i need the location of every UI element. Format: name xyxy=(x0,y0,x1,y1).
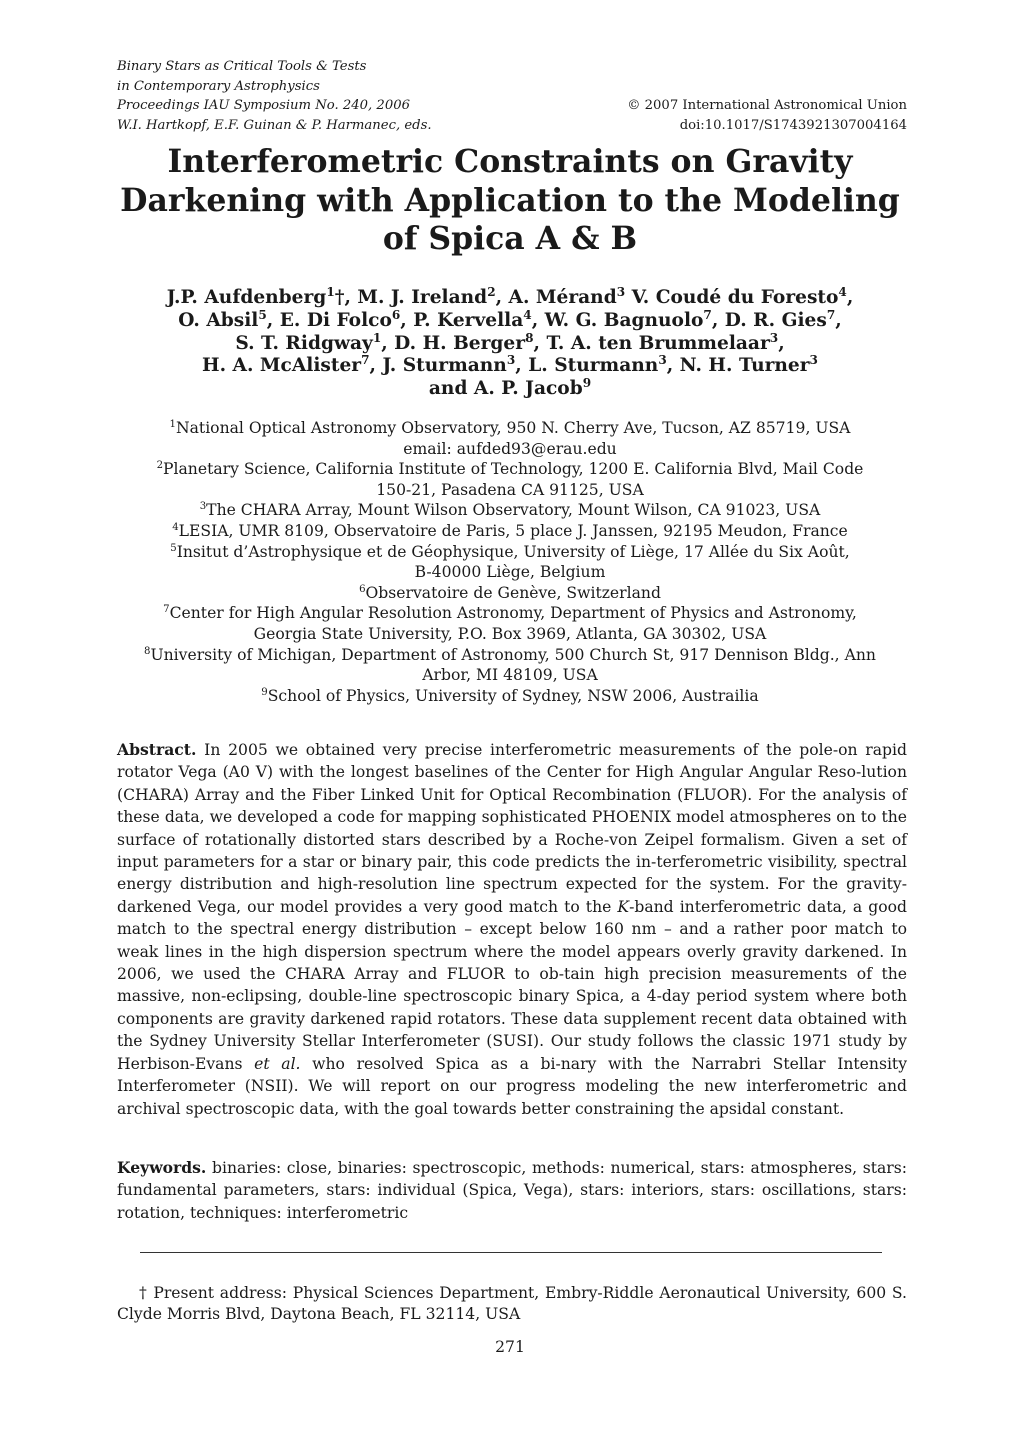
affiliation xyxy=(100,686,920,707)
affiliation-mark: 7 xyxy=(163,604,170,616)
author-separator: , xyxy=(266,309,280,331)
header-row-1 xyxy=(117,57,907,77)
affiliation-text-cont: Georgia State University, P.O. Box 3969, Atlanta, GA 30302, USA xyxy=(253,624,767,643)
author-name: D. H. Berger xyxy=(394,332,526,354)
affiliation-text: LESIA, UMR 8109, Observatoire de Paris, 5 place J. Janssen, 92195 Meudon, France xyxy=(178,521,848,540)
author-separator: , xyxy=(666,355,680,377)
affiliation xyxy=(100,603,920,644)
author-affiliation-mark: 1 xyxy=(372,330,382,345)
affiliation-text-cont: 150-21, Pasadena CA 91125, USA xyxy=(376,480,644,499)
affiliation-text-cont: Arbor, MI 48109, USA xyxy=(422,666,598,685)
author-name: P. Kervella xyxy=(413,309,524,331)
author-affiliation-mark: 3 xyxy=(506,353,516,368)
author-affiliation-mark: 2 xyxy=(487,284,496,299)
author-affiliation-mark: 3 xyxy=(809,353,818,368)
author-separator: , xyxy=(495,287,509,308)
author-affiliation-mark: 3 xyxy=(769,330,779,345)
header-doi: doi:10.1017/S1743921307004164 xyxy=(679,117,907,133)
author-affiliation-mark: 1 xyxy=(326,284,335,299)
author-separator: , xyxy=(515,355,529,377)
affiliation xyxy=(100,645,920,686)
header-row-4 xyxy=(117,116,907,136)
author-name: E. Di Folco xyxy=(279,309,392,331)
author-separator: , xyxy=(711,309,725,331)
header-series-subtitle: in Contemporary Astrophysics xyxy=(117,78,320,94)
abstract-et-al: et al. xyxy=(254,1054,301,1073)
author-affiliation-mark: 7 xyxy=(361,353,370,368)
author-affiliation-mark: 7 xyxy=(703,307,712,322)
affiliation-text-cont: B-40000 Liège, Belgium xyxy=(414,563,606,582)
author-separator: , xyxy=(531,309,545,331)
author-name: T. A. ten Brummelaar xyxy=(546,332,770,354)
abstract-k-band: K xyxy=(617,897,630,916)
author-name: N. H. Turner xyxy=(679,355,810,377)
author-affiliation-mark: 9 xyxy=(582,376,592,390)
keywords-label: Keywords. xyxy=(117,1158,207,1177)
author-affiliation-mark: 4 xyxy=(838,284,847,299)
author-affiliation-mark: 3 xyxy=(658,353,667,368)
title-line: of Spica A & B xyxy=(382,220,638,257)
header-series-title: Binary Stars as Critical Tools & Tests xyxy=(117,59,367,74)
abstract-text: -band interferometric data, a good match to the spectral energy distribution – except below 160 nm – and a rather poor match to weak lines in the high dispersion spectrum where the model appears overly gravity darkened. In 2006, we used the CHARA Array and FLUOR to ob-tain high precision measurements of the massive, non-eclipsing, double-line spectroscopic binary Spica, a 4-day period system where both components are gravity darkened rapid rotators. These data supplement recent data obtained with the Sydney University Stellar Interferometer (SUSI). Our study follows the classic 1971 study by Herbison-Evans xyxy=(117,897,908,1073)
author-separator: , xyxy=(400,309,414,331)
author-name: V. Coudé du Foresto xyxy=(631,287,839,308)
author-name: J. Sturmann xyxy=(382,355,507,377)
affiliation-text: National Optical Astronomy Observatory, 950 N. Cherry Ave, Tucson, AZ 85719, USA xyxy=(175,419,851,437)
affiliation-text: Observatoire de Genève, Switzerland xyxy=(365,583,661,602)
author-name: W. G. Bagnuolo xyxy=(544,309,704,331)
author-separator: , xyxy=(533,332,547,354)
author-separator: , xyxy=(381,332,395,354)
author-separator: , xyxy=(369,355,383,377)
author-name: A. Mérand xyxy=(508,287,617,308)
header-proceedings: Proceedings IAU Symposium No. 240, 2006 xyxy=(117,98,410,113)
affiliation-mark: 1 xyxy=(169,418,176,430)
title-line: Darkening with Application to the Modeling xyxy=(120,181,900,219)
affiliation-text: Center for High Angular Resolution Astronomy, Department of Physics and Astronomy, xyxy=(169,604,857,623)
affiliation-mark: 2 xyxy=(156,460,164,471)
author-separator: , xyxy=(778,332,785,354)
author-name: L. Sturmann xyxy=(528,355,659,377)
author-affiliation-mark: 7 xyxy=(826,307,836,322)
author-name: H. A. McAlister xyxy=(202,355,362,377)
affiliation xyxy=(100,418,920,459)
footnote-rule xyxy=(140,1252,882,1253)
affiliation-mark: 5 xyxy=(170,542,177,554)
author-name: A. P. Jacob xyxy=(473,378,583,400)
author-separator: , xyxy=(835,309,842,331)
abstract-text: In 2005 we obtained very precise interferometric measurements of the pole-on rapid rotator Vega (A0 V) with the longest baselines of the Center for High Angular Angular Reso-lution (CHARA) Array and the Fiber Linked Unit for Optical Recombination (FLUOR). For the analysis of these data, we developed a code for mapping sophisticated PHOENIX model atmospheres on to the surface of rotationally distorted stars described by a Roche-von Zeipel formalism. Given a set of input parameters for a star or binary pair, this code predicts the in-terferometric visibility, spectral energy distribution and high-resolution line spectrum expected for the system. For the gravity-darkened Vega, our model provides a very good match to the xyxy=(117,741,907,916)
title-line: Interferometric Constraints on Gravity xyxy=(167,143,853,180)
affiliation-text: University of Michigan, Department of Astronomy, 500 Church St, 917 Dennison Bldg., Ann xyxy=(150,645,876,664)
affiliation-list xyxy=(100,418,920,706)
author-affiliation-mark: 5 xyxy=(258,307,267,322)
author-affiliation-mark: 6 xyxy=(391,307,401,322)
keywords-text: binaries: close, binaries: spectroscopic, methods: numerical, stars: atmospheres, stars: fundamental parameters, stars: individual (Spica, Vega), stars: interiors, stars: oscillations, stars: rotation, techniques: interferometric xyxy=(117,1159,907,1222)
abstract xyxy=(117,739,907,1120)
affiliation-mark: 4 xyxy=(172,521,179,533)
author-affiliation-mark: 3 xyxy=(616,284,626,299)
paper-title xyxy=(100,143,920,259)
author-separator: †, xyxy=(334,287,358,308)
header-row-2 xyxy=(117,77,907,97)
author-name: M. J. Ireland xyxy=(357,287,488,308)
header-copyright: © 2007 International Astronomical Union xyxy=(627,98,907,113)
author-affiliation-mark: 8 xyxy=(525,330,534,345)
header-row-3 xyxy=(117,96,907,116)
author-list xyxy=(100,284,920,401)
affiliation-text: Insitut d’Astrophysique et de Géophysique, University of Liège, 17 Allée du Six Août, xyxy=(176,542,850,561)
affiliation xyxy=(100,583,920,604)
affiliation-mark: 8 xyxy=(144,645,151,657)
abstract-label: Abstract. xyxy=(117,740,197,759)
affiliation-text: The CHARA Array, Mount Wilson Observatory, Mount Wilson, CA 91023, USA xyxy=(206,501,821,520)
affiliation-mark: 6 xyxy=(359,583,366,595)
author-affiliation-mark: 4 xyxy=(523,307,532,322)
author-separator: , xyxy=(846,287,854,308)
keywords xyxy=(117,1157,907,1224)
affiliation-mark: 3 xyxy=(199,501,207,513)
affiliation-text-cont: email: aufded93@erau.edu xyxy=(403,439,617,458)
page-number: 271 xyxy=(495,1338,525,1356)
affiliation xyxy=(100,500,920,521)
footnote: † Present address: Physical Sciences Department, Embry-Riddle Aeronautical University, 600 S. Clyde Morris Blvd, Daytona Beach, FL 32114, USA xyxy=(117,1284,907,1323)
author-name: J.P. Aufdenberg xyxy=(166,287,327,308)
affiliation-text: School of Physics, University of Sydney, NSW 2006, Austrailia xyxy=(267,686,759,705)
author-name: S. T. Ridgway xyxy=(235,332,373,354)
affiliation xyxy=(100,521,920,542)
affiliation xyxy=(100,542,920,583)
running-header xyxy=(117,57,907,135)
author-name: D. R. Gies xyxy=(724,309,827,331)
abstract-text: who resolved Spica as a bi-nary with the Narrabri Stellar Intensity Interferometer (NSII). We will report on our progress modeling the new interferometric and archival spectroscopic data, with the goal towards better constraining the apsidal constant. xyxy=(117,1054,908,1118)
affiliation-mark: 9 xyxy=(261,686,268,698)
header-editors: W.I. Hartkopf, E.F. Guinan & P. Harmanec, eds. xyxy=(117,117,432,133)
author-name: O. Absil xyxy=(178,309,259,331)
author-separator: and xyxy=(428,378,474,400)
affiliation-text: Planetary Science, California Institute of Technology, 1200 E. California Blvd, Mail Code xyxy=(163,460,864,479)
affiliation xyxy=(100,459,920,500)
